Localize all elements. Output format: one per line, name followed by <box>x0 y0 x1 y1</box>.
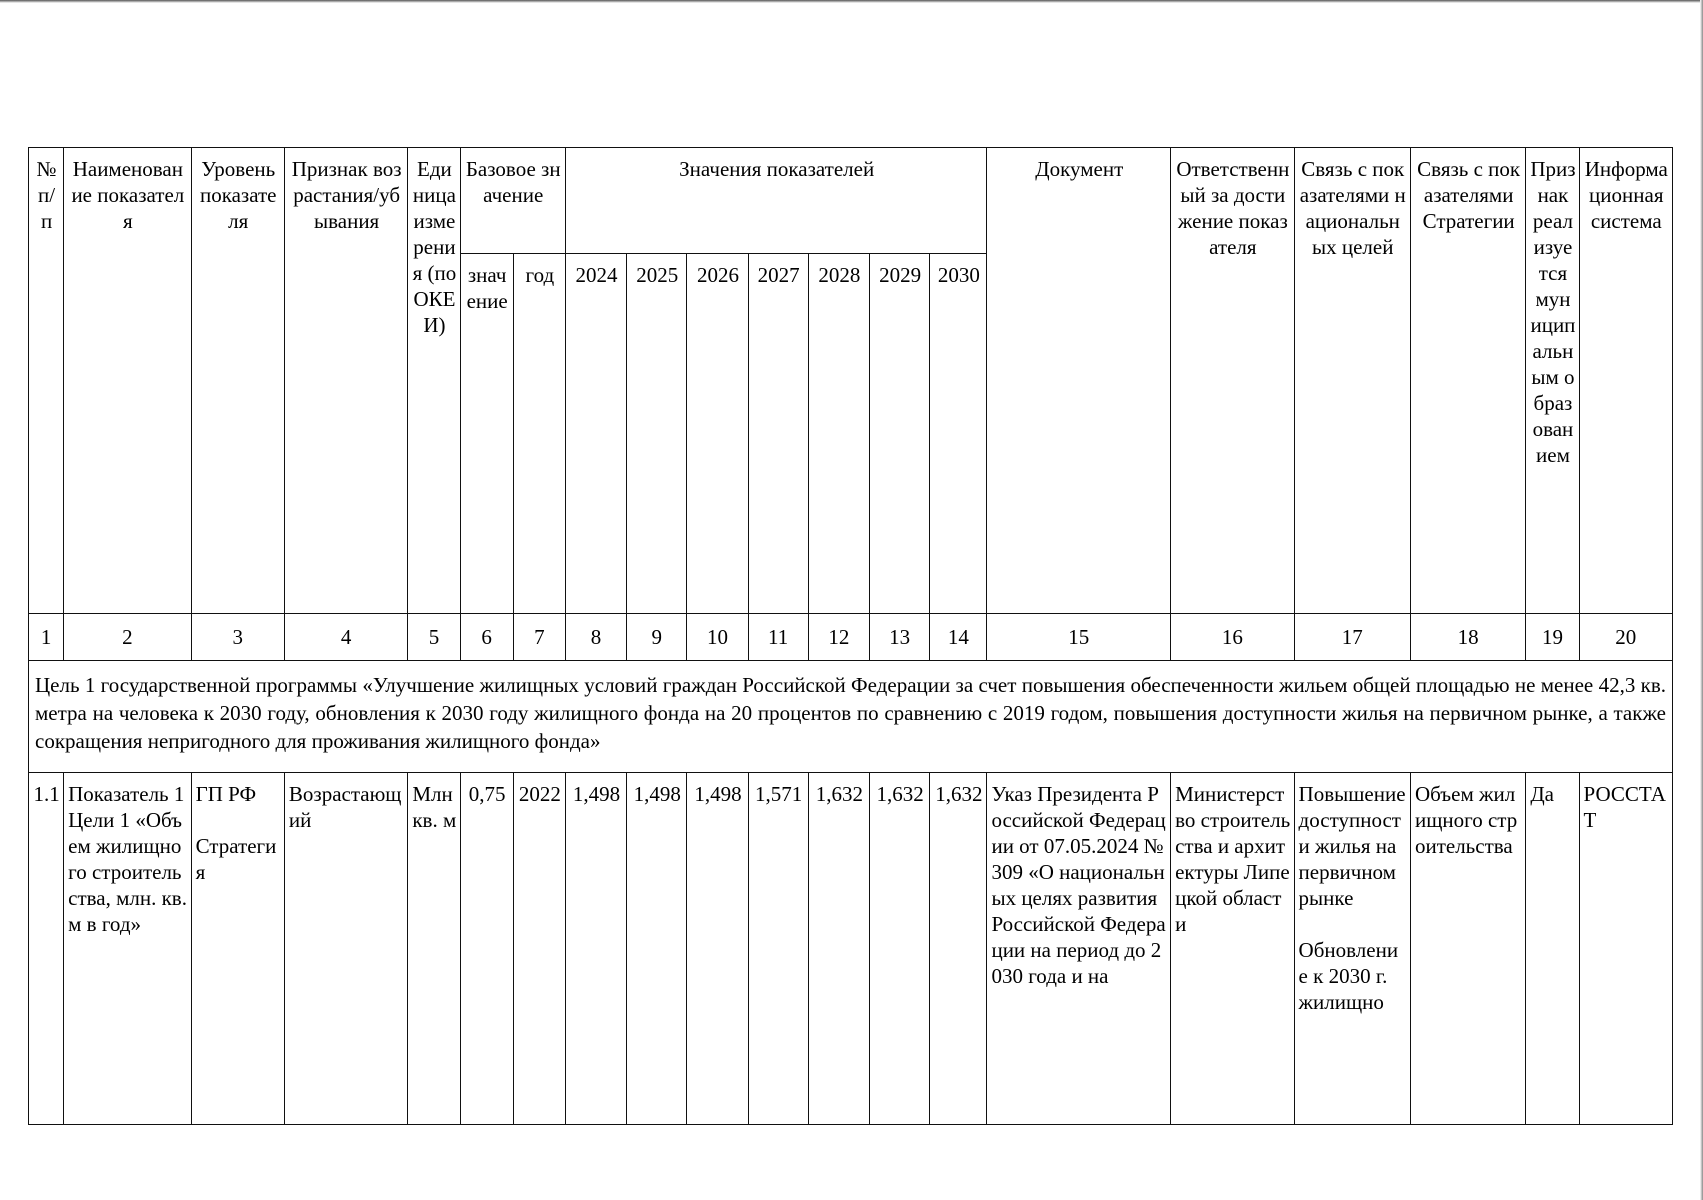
row-national-goal-a: Повышение доступности жилья на первичном рынке <box>1298 782 1406 910</box>
row-municipal: Да <box>1526 773 1579 1125</box>
subheader-year: 2027 <box>748 254 808 614</box>
subheader-base-value: значение <box>460 254 513 614</box>
header-unit: Единица измерения (по ОКЕИ) <box>408 148 460 614</box>
row-num: 1.1 <box>29 773 64 1125</box>
column-number: 20 <box>1579 614 1672 661</box>
header-values: Значения показателей <box>565 148 987 254</box>
row-value: 1,632 <box>808 773 869 1125</box>
scan-edge-top <box>0 0 1703 3</box>
column-number: 9 <box>627 614 687 661</box>
row-value: 1,498 <box>687 773 748 1125</box>
header-base: Базовое значение <box>460 148 565 254</box>
subheader-year: 2024 <box>565 254 626 614</box>
header-municipal: Признак реализуется муниципальным образованием <box>1526 148 1579 614</box>
header-national-goals: Связь с показателями национальных целей <box>1294 148 1410 614</box>
column-number: 19 <box>1526 614 1579 661</box>
subheader-year: 2026 <box>687 254 748 614</box>
column-number: 13 <box>869 614 929 661</box>
row-info-system: РОССТАТ <box>1579 773 1672 1125</box>
column-number: 6 <box>460 614 513 661</box>
row-level-gp: ГП РФ <box>195 782 257 806</box>
column-number: 7 <box>513 614 565 661</box>
row-base-year: 2022 <box>513 773 565 1125</box>
column-number: 3 <box>191 614 284 661</box>
row-document: Указ Президента Российской Федерации от 07.05.2024 № 309 «О национальных целях развития Российской Федерации на период до 2030 года и на <box>987 773 1171 1125</box>
column-number: 15 <box>987 614 1171 661</box>
row-strategy: Объем жилищного строительства <box>1410 773 1525 1125</box>
header-num: № п/п <box>29 148 64 614</box>
table-row <box>29 773 1673 1125</box>
header-row <box>29 148 1673 254</box>
header-trend: Признак возрастания/убывания <box>284 148 407 614</box>
goal-row <box>29 661 1673 773</box>
row-national-goal-b: Обновление к 2030 г. жилищно <box>1298 938 1399 1014</box>
subheader-year: 2030 <box>930 254 987 614</box>
column-number: 18 <box>1410 614 1525 661</box>
column-number: 14 <box>930 614 987 661</box>
row-value: 1,632 <box>869 773 929 1125</box>
row-value: 1,498 <box>565 773 626 1125</box>
row-value: 1,498 <box>627 773 687 1125</box>
row-trend: Возрастающий <box>284 773 407 1125</box>
subheader-year: 2025 <box>627 254 687 614</box>
row-responsible: Министерство строительства и архитектуры Липецкой области <box>1171 773 1294 1125</box>
row-level-strategy: Стратегия <box>195 834 277 884</box>
indicators-table <box>28 147 1673 1125</box>
column-number-row <box>29 614 1673 661</box>
subheader-year: 2028 <box>808 254 869 614</box>
column-number: 17 <box>1294 614 1410 661</box>
column-number: 4 <box>284 614 407 661</box>
column-number: 10 <box>687 614 748 661</box>
row-level <box>191 773 284 1125</box>
subheader-base-year: год <box>513 254 565 614</box>
row-value: 1,632 <box>930 773 987 1125</box>
header-document: Документ <box>987 148 1171 614</box>
column-number: 8 <box>565 614 626 661</box>
column-number: 5 <box>408 614 460 661</box>
column-number: 11 <box>748 614 808 661</box>
header-info-system: Информационная система <box>1579 148 1672 614</box>
header-strategy: Связь с показателями Стратегии <box>1410 148 1525 614</box>
column-number: 1 <box>29 614 64 661</box>
row-national-goals <box>1294 773 1410 1125</box>
row-unit: Млн кв. м <box>408 773 460 1125</box>
column-number: 16 <box>1171 614 1294 661</box>
row-value: 1,571 <box>748 773 808 1125</box>
row-base-value: 0,75 <box>460 773 513 1125</box>
row-indicator-name: Показатель 1 Цели 1 «Объем жилищного строительства, млн. кв. м в год» <box>64 773 191 1125</box>
column-number: 12 <box>808 614 869 661</box>
header-level: Уровень показателя <box>191 148 284 614</box>
header-name: Наименование показателя <box>64 148 191 614</box>
subheader-year: 2029 <box>869 254 929 614</box>
goal-text: Цель 1 государственной программы «Улучшение жилищных условий граждан Российской Федерации за счет повышения обеспеченности жильем общей площадью не менее 42,3 кв. метра на человека к 2030 году, обновления к 2030 году жилищного фонда на 20 процентов по сравнению с 2019 годом, повышения доступности жилья на первичном рынке, а также сокращения непригодного для проживания жилищного фонда» <box>29 661 1673 773</box>
column-number: 2 <box>64 614 191 661</box>
header-responsible: Ответственный за достижение показателя <box>1171 148 1294 614</box>
